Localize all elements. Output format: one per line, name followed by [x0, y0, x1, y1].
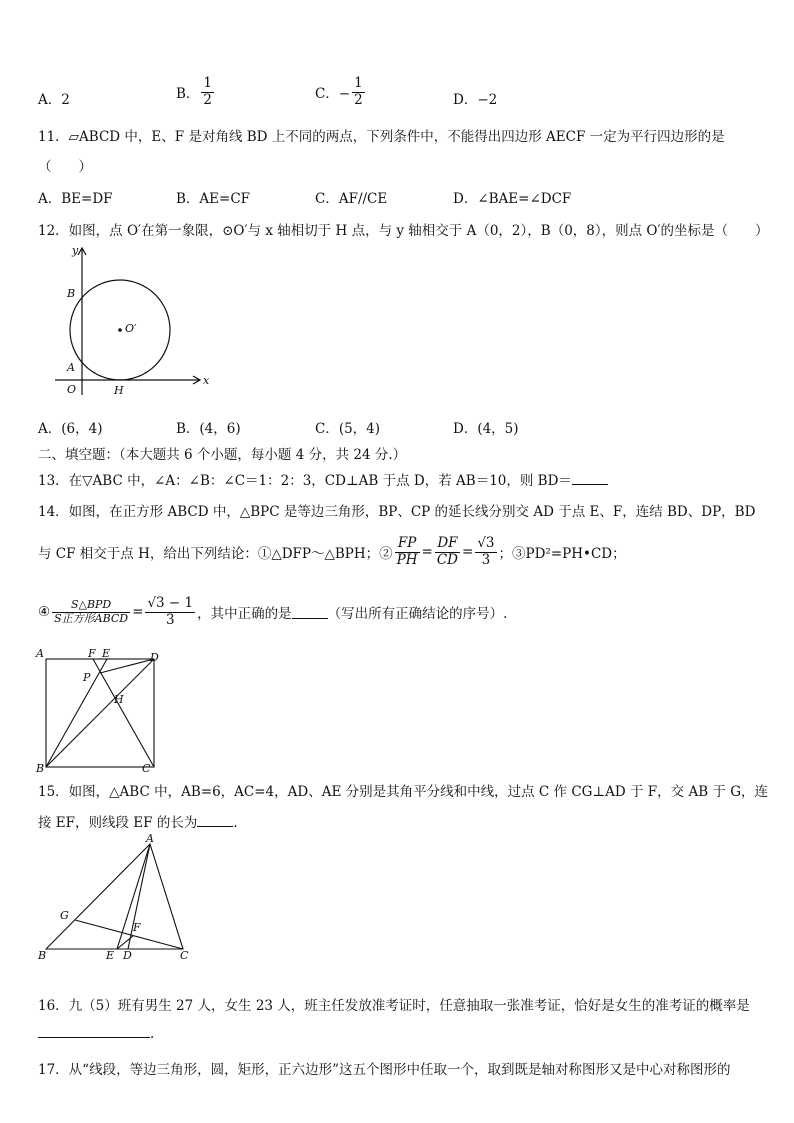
- q14-fraction-fp-ph: [395, 536, 420, 568]
- fraction-denominator: 3: [481, 551, 491, 568]
- label-g: G: [60, 909, 69, 922]
- q15-line-2-end: .: [233, 815, 238, 831]
- q17-line-1: 17．从“线段，等边三角形，圆，矩形，正六边形”这五个图形中任取一个，取到既是轴对称图形又是中心对称图形的: [38, 1062, 731, 1078]
- q11-option-a: A．BE=DF: [38, 191, 113, 207]
- q11-option-d: D．∠BAE=∠DCF: [453, 191, 572, 207]
- fraction-numerator: √3: [477, 535, 495, 551]
- q12-option-c: C．(5，4): [315, 421, 381, 437]
- q16-line-2-end: .: [150, 1026, 155, 1042]
- q15-answer-blank[interactable]: [197, 814, 233, 827]
- q10-c-numerator: 1: [354, 75, 363, 91]
- fraction-numerator: S△BPD: [52, 599, 130, 613]
- section-2-heading: 二、填空题：（本大题共 6 个小题，每小题 4 分，共 24 分.）: [38, 447, 407, 463]
- label-d: D: [150, 651, 159, 664]
- q11-stem: 11．▱ABCD 中，E、F 是对角线 BD 上不同的两点，下列条件中，不能得出四边形 AECF 一定为平行四边形的是: [38, 129, 725, 145]
- equals-sign: =: [132, 604, 144, 621]
- q12-option-d: D．(4，5): [453, 421, 519, 437]
- q14-line-2: [38, 536, 626, 568]
- equals-sign: =: [421, 544, 433, 561]
- label-f: F: [133, 921, 141, 934]
- q13-stem: 13．在▽ABC 中，∠A：∠B：∠C＝1：2：3，CD⊥AB 于点 D，若 AB＝10，则 BD＝: [38, 473, 572, 489]
- q10-c-denominator: 2: [354, 91, 363, 108]
- triangle-abc: [46, 844, 183, 949]
- fraction-denominator: S正方形ABCD: [54, 611, 129, 625]
- label-b: B: [67, 287, 76, 300]
- q12-option-b: B．(4，6): [176, 421, 241, 437]
- q12-option-a: A．(6，4): [38, 421, 103, 437]
- q16-line-2: [38, 1025, 154, 1042]
- fraction-denominator: PH: [396, 551, 418, 568]
- segment-be: [46, 659, 107, 767]
- segment-bd: [46, 659, 154, 767]
- segment-cf: [93, 659, 154, 767]
- label-e: E: [106, 949, 115, 962]
- label-o: O: [67, 383, 77, 396]
- label-h: H: [114, 693, 124, 706]
- q10-b-numerator: 1: [203, 75, 213, 91]
- label-center: O′: [125, 322, 137, 335]
- q16-line-1: 16．九（5）班有男生 27 人，女生 23 人，班主任发放准考证时，任意抽取一张准考证，恰好是女生的准考证的概率是: [38, 998, 750, 1014]
- fraction-denominator: 3: [165, 611, 175, 628]
- q10-option-c: [315, 76, 367, 108]
- q14-fraction-area-ratio: [52, 599, 130, 625]
- center-point: [118, 328, 122, 332]
- label-a: A: [146, 832, 154, 845]
- label-c: C: [142, 762, 151, 775]
- q13: [38, 469, 608, 489]
- q14-line-2-text: 与 CF 相交于点 H，给出下列结论：①△DFP～△BPH；②: [38, 546, 393, 563]
- q11-paren: （ ）: [38, 159, 92, 175]
- q10-option-c-fraction: [352, 76, 365, 108]
- q15-figure: [30, 832, 200, 962]
- label-b: B: [36, 762, 45, 775]
- label-b: B: [38, 949, 47, 962]
- q14-answer-blank[interactable]: [292, 606, 328, 619]
- q10-option-a: A．2: [38, 92, 70, 108]
- equals-sign: =: [462, 544, 474, 561]
- q12-stem: 12．如图，点 O′在第一象限，⊙O′与 x 轴相切于 H 点，与 y 轴相交于 A（0，2），B（0，8），则点 O′的坐标是（ ）: [38, 223, 769, 239]
- q14-fraction-df-cd: [435, 536, 460, 568]
- q14-fraction-sqrt3-3: [475, 536, 496, 568]
- q11-option-c: C．AF//CE: [315, 191, 388, 207]
- q10-b-denominator: 2: [203, 91, 213, 108]
- q16-answer-blank[interactable]: [38, 1025, 150, 1038]
- circled-4: ④: [38, 604, 51, 621]
- q12-figure: [50, 240, 220, 400]
- fraction-numerator: DF: [435, 536, 460, 553]
- q13-answer-blank[interactable]: [572, 472, 608, 485]
- q15-line-1: 15．如图，△ABC 中，AB=6，AC=4，AD、AE 分别是其角平分线和中线，过点 C 作 CG⊥AD 于 F，交 AB 于 G，连: [38, 784, 768, 800]
- label-e: E: [102, 647, 111, 660]
- q14-line-3-tail: （写出所有正确结论的序号）.: [327, 606, 508, 623]
- label-d: D: [123, 949, 132, 962]
- q10-option-b: [176, 76, 216, 108]
- segment-dp: [100, 659, 154, 673]
- q14-fraction-sqrt3-minus-1: [145, 596, 195, 628]
- q14-figure: [30, 645, 170, 775]
- label-y: y: [72, 244, 79, 257]
- q10-option-c-label: C．−: [315, 86, 351, 103]
- q14-line-1: 14．如图，在正方形 ABCD 中，△BPC 是等边三角形，BP、CP 的延长线分别交 AD 于点 E、F，连结 BD、DP，BD: [38, 504, 756, 520]
- fraction-denominator: CD: [436, 551, 458, 568]
- q11-option-b: B．AE=CF: [176, 191, 251, 207]
- q14-line-3: [38, 596, 507, 628]
- q10-option-b-fraction: [201, 76, 214, 108]
- fraction-numerator: √3 − 1: [147, 595, 194, 611]
- q14-line-2-tail: ；③PD²=PH•CD；: [498, 546, 626, 563]
- label-x: x: [203, 374, 210, 387]
- q15-line-2-text: 接 EF，则线段 EF 的长为: [38, 815, 198, 831]
- label-a: A: [67, 361, 75, 374]
- q14-line-3-text: ，其中正确的是: [197, 606, 292, 623]
- q10-option-d: D．−2: [453, 92, 498, 108]
- label-h: H: [114, 384, 124, 397]
- fraction-numerator: FP: [395, 536, 420, 553]
- label-a: A: [36, 647, 44, 660]
- q15-line-2: [38, 811, 238, 831]
- label-f: F: [88, 647, 96, 660]
- label-c: C: [180, 949, 189, 962]
- label-p: P: [83, 671, 91, 684]
- q10-option-b-label: B．: [176, 86, 200, 103]
